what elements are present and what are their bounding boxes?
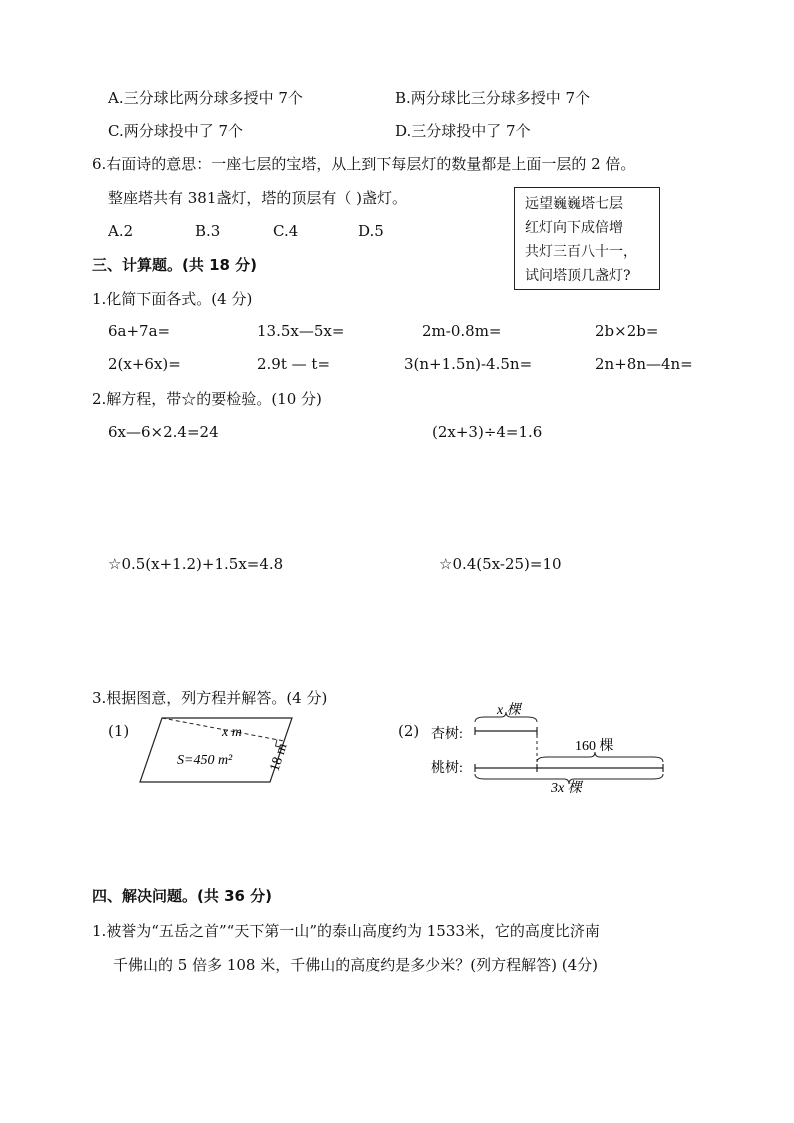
expr-2-2: 2.9t — t=	[257, 355, 331, 373]
equation-4: ☆0.4(5x-25)=10	[439, 555, 562, 573]
figure1-number: (1)	[108, 722, 130, 740]
expr-2-4: 2n+8n—4n=	[595, 355, 693, 373]
option-b: B.两分球比三分球多授中 7个	[395, 89, 591, 107]
poem-box	[514, 187, 660, 290]
s4-q1-line2: 千佛山的 5 倍多 108 米，千佛山的高度约是多少米？(列方程解答) (4分)	[113, 956, 598, 974]
equation-1: 6x—6×2.4=24	[108, 423, 219, 441]
brace-x-label: x 棵	[497, 703, 521, 718]
expr-1-2: 13.5x—5x=	[257, 322, 345, 340]
poem-line-2: 红灯向下成倍增	[525, 220, 623, 236]
brace-160-label: 160 棵	[575, 739, 614, 754]
q6-line1: 6.右面诗的意思：一座七层的宝塔，从上到下每层灯的数量都是上面一层的 2 倍。	[92, 155, 636, 173]
expr-1-1: 6a+7a=	[108, 322, 171, 340]
expr-2-3: 3(n+1.5n)-4.5n=	[404, 355, 533, 373]
fig1-top-label: x m	[222, 725, 242, 740]
q1-label: 1.化简下面各式。(4 分)	[92, 290, 253, 308]
option-c: C.两分球投中了 7个	[108, 122, 244, 140]
expr-1-3: 2m-0.8m=	[422, 322, 502, 340]
parallelogram-shape	[140, 718, 292, 782]
peach-label: 桃树:	[431, 761, 463, 776]
parallelogram-figure	[130, 712, 310, 792]
q6-option-a: A.2	[108, 222, 134, 240]
s4-q1-line1: 1.被誉为“五岳之首”“天下第一山”的泰山高度约为 1533米，它的高度比济南	[92, 922, 600, 940]
expr-2-1: 2(x+6x)=	[108, 355, 181, 373]
option-d: D.三分球投中了 7个	[395, 122, 531, 140]
q6-option-d: D.5	[358, 222, 384, 240]
q6-option-b: B.3	[195, 222, 221, 240]
expr-1-4: 2b×2b=	[595, 322, 659, 340]
fig1-side-label: 18 m	[267, 741, 291, 774]
poem-line-1: 远望巍巍塔七层	[525, 196, 623, 212]
poem-line-4: 试问塔顶几盏灯?	[525, 268, 631, 284]
equation-2: (2x+3)÷4=1.6	[432, 423, 543, 441]
figure2-number: (2)	[398, 722, 420, 740]
equation-3: ☆0.5(x+1.2)+1.5x=4.8	[108, 555, 284, 573]
q2-label: 2.解方程，带☆的要检验。(10 分)	[92, 390, 322, 408]
section4-title: 四、解决问题。(共 36 分)	[92, 887, 273, 905]
q3-label: 3.根据图意，列方程并解答。(4 分)	[92, 689, 328, 707]
brace-3x-label: 3x 棵	[551, 781, 582, 795]
fig1-area-label: S=450 m²	[177, 753, 233, 768]
section3-title: 三、计算题。(共 18 分)	[92, 256, 258, 274]
segment-diagram	[425, 700, 675, 795]
apricot-label: 杏树:	[431, 727, 463, 742]
poem-line-3: 共灯三百八十一，	[525, 244, 637, 260]
q6-option-c: C.4	[273, 222, 299, 240]
option-a: A.三分球比两分球多授中 7个	[108, 89, 303, 107]
q6-line2: 整座塔共有 381盏灯，塔的顶层有（ )盏灯。	[108, 189, 408, 207]
